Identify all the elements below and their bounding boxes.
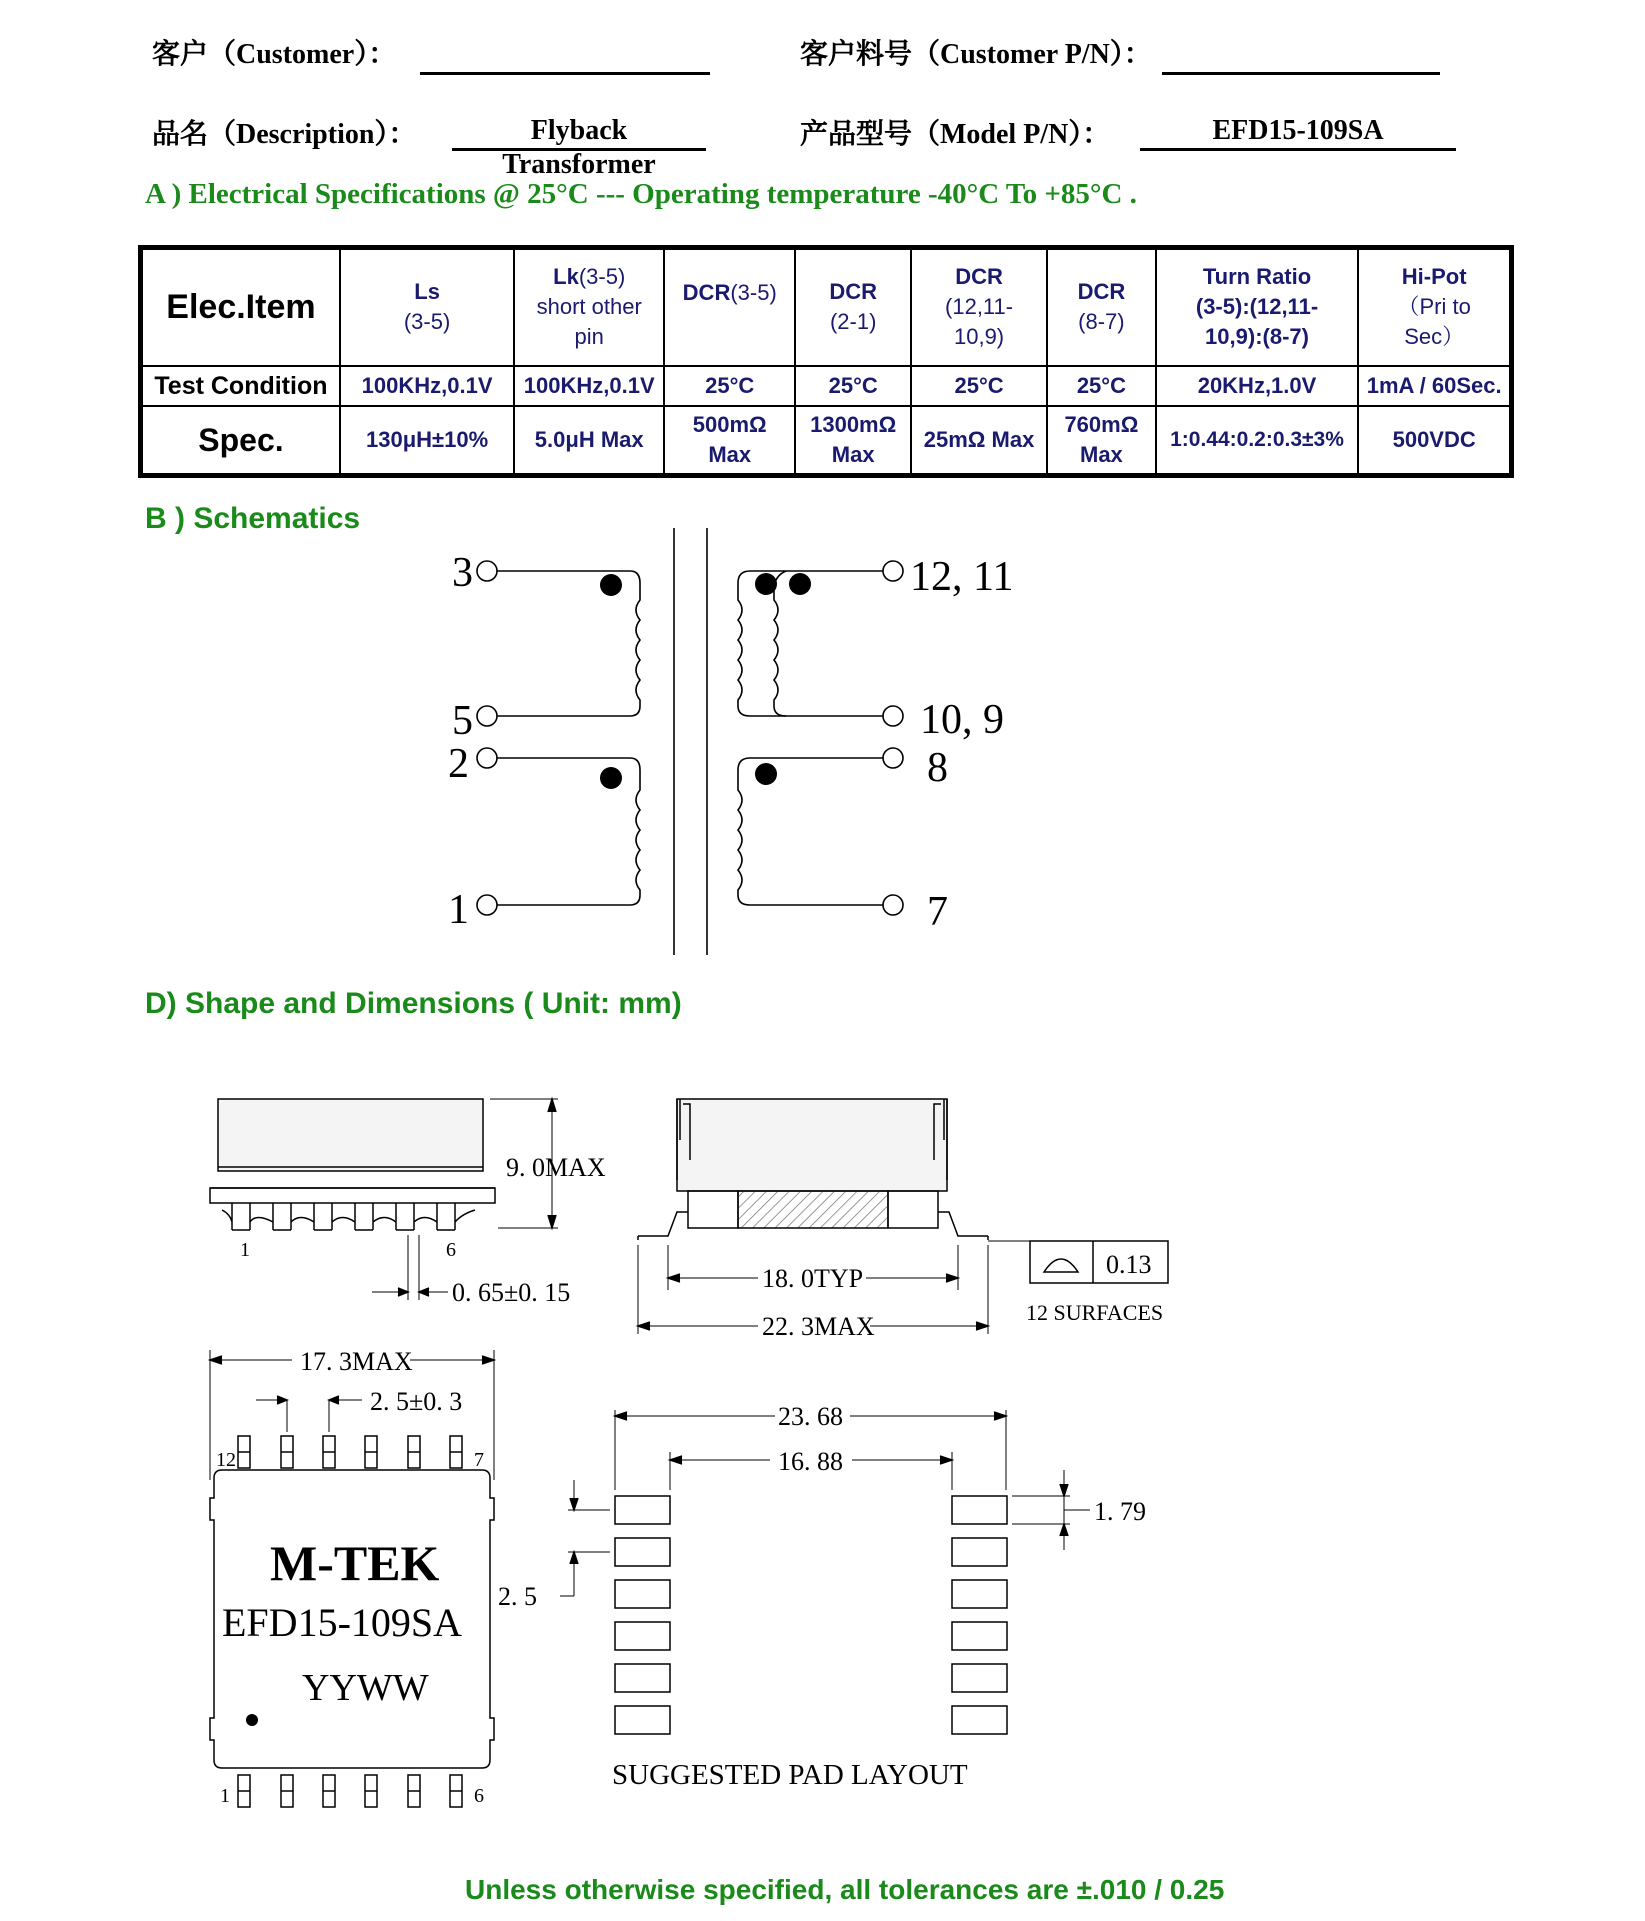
turn-ratio-title: Turn Ratio <box>1202 264 1312 290</box>
front-view-body <box>677 1099 947 1191</box>
top-pin-label-7: 7 <box>474 1449 484 1471</box>
test-condition-cell: 25°C <box>911 366 1047 406</box>
model-pn-label: 产品型号（Model P/N）： <box>800 119 1111 150</box>
dim-width-173: 17. 3MAX <box>300 1347 413 1376</box>
spec-dcr35-max: Max <box>708 441 752 467</box>
marking-date: YYWW <box>302 1667 429 1709</box>
turn-ratio-sub1: (3-5):(12,11- <box>1195 294 1319 320</box>
test-condition-cell: 25°C <box>1047 366 1156 406</box>
spec-turn-ratio: 1:0.44:0.2:0.3±3% <box>1156 406 1359 476</box>
side-view <box>210 1099 558 1300</box>
lk-title: Lk <box>553 264 579 290</box>
spec-hipot: 500VDC <box>1358 406 1511 476</box>
test-condition-cell: 1mA / 60Sec. <box>1358 366 1511 406</box>
pad-column-left <box>615 1496 670 1734</box>
pin-label-3: 3 <box>452 550 473 596</box>
spec-dcr87-max: Max <box>1080 441 1123 467</box>
dim-pad-1688: 16. 88 <box>778 1447 843 1476</box>
test-condition-cell: 25°C <box>795 366 911 406</box>
customer-pn-label: 客户料号（Customer P/N）： <box>800 39 1152 70</box>
pin1-marker-icon <box>246 1714 258 1726</box>
pin-label-8: 8 <box>927 745 948 791</box>
dcr1211-title: DCR <box>955 264 1003 290</box>
test-condition-cell: 20KHz,1.0V <box>1156 366 1359 406</box>
dcr87-title: DCR <box>1077 279 1126 305</box>
side-pin-label-1: 1 <box>240 1239 250 1261</box>
spec-dcr1211: 25mΩ Max <box>911 406 1047 476</box>
dcr1211-sub1: (12,11- <box>945 294 1014 320</box>
lk-sub2: short other <box>536 294 642 320</box>
top-pin-label-12: 12 <box>216 1449 236 1471</box>
pin-label-12-11: 12, 11 <box>910 554 1014 600</box>
dcr1211-sub2: 10,9) <box>953 324 1005 350</box>
spec-lk: 5.0μH Max <box>514 406 664 476</box>
model-pn-value: EFD15-109SA <box>1140 114 1456 151</box>
ls-sub: (3-5) <box>403 309 451 335</box>
dim-pitch-25: 2. 5±0. 3 <box>370 1387 463 1416</box>
dim-height-max: 9. 0MAX <box>506 1153 606 1182</box>
lk-sub1: (3-5) <box>578 264 626 290</box>
bottom-pin-label-1: 1 <box>220 1785 230 1807</box>
dcr21-sub: (2-1) <box>829 309 877 335</box>
dim-pad-pitch: 2. 5 <box>498 1582 537 1611</box>
section-a-title: A ) Electrical Specifications @ 25°C --- Operating temperature -40°C To +85°C . <box>145 178 1137 210</box>
flatness-value: 0.13 <box>1106 1250 1152 1279</box>
ls-title: Ls <box>414 279 440 305</box>
pin-label-2: 2 <box>448 741 469 787</box>
side-pin-label-6: 6 <box>446 1239 456 1261</box>
side-view-pins <box>222 1203 475 1230</box>
section-d-title: D) Shape and Dimensions ( Unit: mm) <box>145 987 682 1020</box>
turn-ratio-sub2: 10,9):(8-7) <box>1205 324 1309 350</box>
top-view-pins-bottom <box>238 1775 462 1807</box>
front-view-pad-left <box>688 1191 738 1228</box>
dim-22-max: 22. 3MAX <box>762 1312 875 1341</box>
dim-pad-179: 1. 79 <box>1094 1497 1146 1526</box>
dcr35-title: DCR <box>682 280 731 305</box>
dim-pin-width: 0. 65±0. 15 <box>452 1278 571 1307</box>
test-condition-cell: 25°C <box>664 366 795 406</box>
front-view-core <box>738 1191 888 1228</box>
lk-sub3: pin <box>574 324 604 350</box>
test-condition-label: Test Condition <box>141 366 340 406</box>
marking-model: EFD15-109SA <box>222 1600 463 1645</box>
dcr35-sub: (3-5) <box>730 280 777 305</box>
side-view-base <box>210 1188 495 1203</box>
dcr87-sub: (8-7) <box>1078 309 1125 335</box>
bottom-pin-label-6: 6 <box>474 1785 484 1807</box>
front-view-pad-right <box>888 1191 938 1228</box>
front-view <box>638 1099 1168 1334</box>
dcr21-title: DCR <box>829 279 878 305</box>
pin-label-10-9: 10, 9 <box>920 697 1004 743</box>
spec-dcr35-value: 500mΩ <box>692 411 767 437</box>
profile-surface-icon <box>1044 1259 1078 1272</box>
spec-dcr21-max: Max <box>831 441 875 467</box>
pad-layout-label: SUGGESTED PAD LAYOUT <box>612 1759 968 1791</box>
top-view-pins-top <box>238 1436 462 1468</box>
tolerance-note: Unless otherwise specified, all tolerances are ±.010 / 0.25 <box>465 1874 1225 1905</box>
marking-brand: M-TEK <box>270 1535 440 1591</box>
hipot-sub2: Sec） <box>1404 324 1465 350</box>
pin-label-5: 5 <box>452 698 473 744</box>
pin-label-1: 1 <box>448 887 469 933</box>
test-condition-cell: 100KHz,0.1V <box>340 366 514 406</box>
side-view-body <box>218 1099 483 1171</box>
spec-ls: 130μH±10% <box>340 406 514 476</box>
description-label: 品名（Description）： <box>152 119 417 150</box>
hipot-title: Hi-Pot <box>1401 264 1467 290</box>
customer-label: 客户（Customer）： <box>152 39 397 70</box>
section-b-title: B ) Schematics <box>145 502 361 535</box>
hipot-sub1: （Pri to <box>1397 294 1471 320</box>
spec-dcr21-value: 1300mΩ <box>810 411 897 437</box>
test-condition-cell: 100KHz,0.1V <box>514 366 664 406</box>
dim-18-typ: 18. 0TYP <box>762 1264 864 1293</box>
spec-dcr87-value: 760mΩ <box>1064 411 1139 437</box>
spec-label: Spec. <box>141 406 340 476</box>
pin-label-7: 7 <box>927 889 948 935</box>
elec-item-header: Elec.Item <box>141 248 340 366</box>
dim-pad-2368: 23. 68 <box>778 1402 843 1431</box>
pad-column-right <box>952 1496 1007 1734</box>
surfaces-label: 12 SURFACES <box>1026 1300 1164 1325</box>
description-value: Flyback Transformer <box>452 114 706 151</box>
